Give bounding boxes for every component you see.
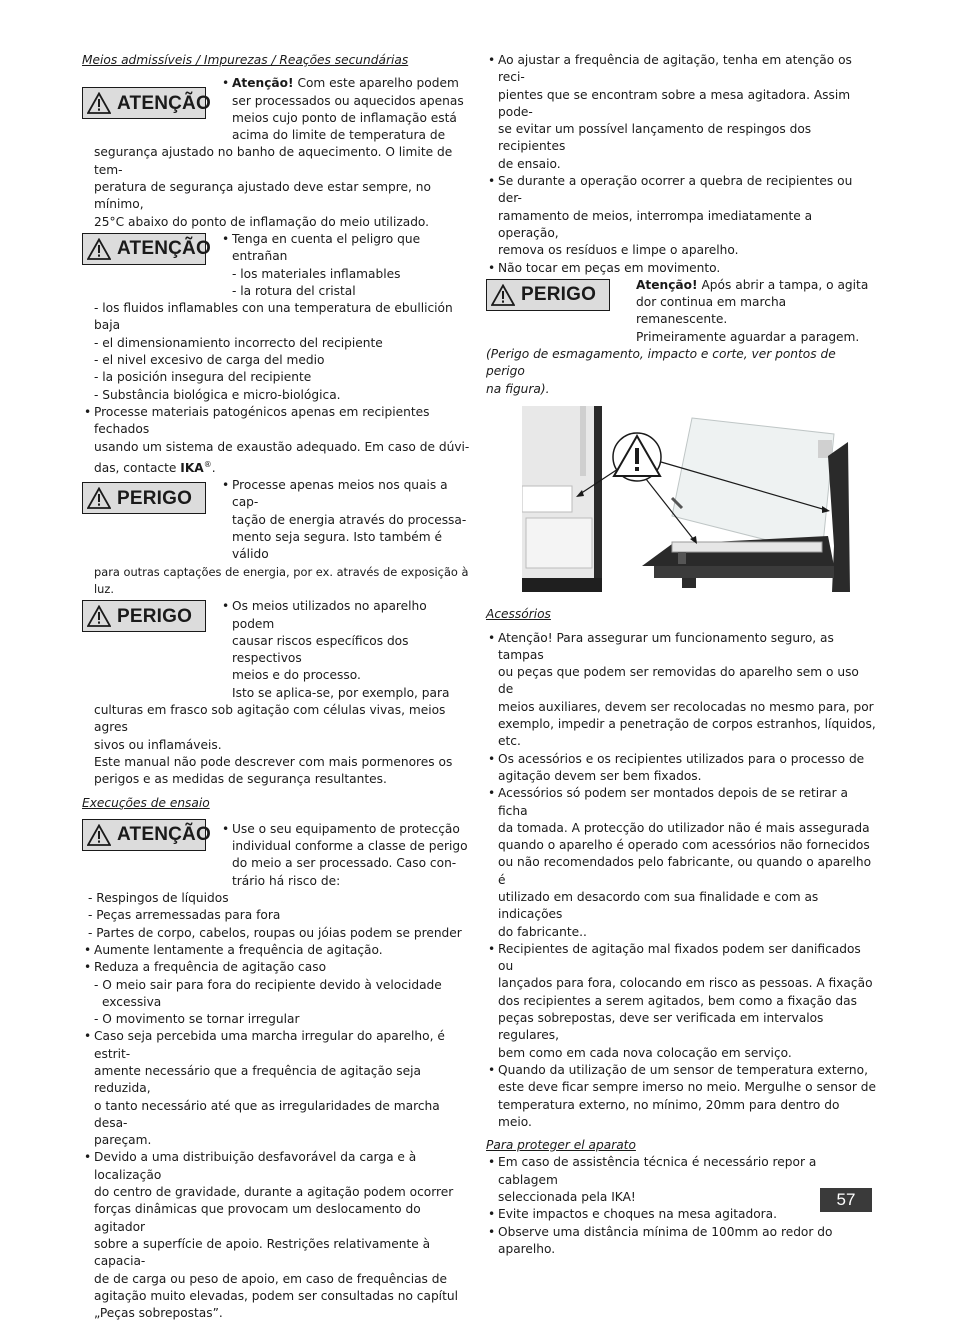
- danger-right-line-1: dor continua em marcha remanescente.: [636, 295, 787, 327]
- section-heading-ensaio: Execuções de ensaio: [82, 795, 210, 810]
- list-item-line: este deve ficar sempre imerso no meio. Mergulhe o sensor de: [498, 1080, 876, 1095]
- figure-note-line: na figura).: [486, 381, 550, 396]
- list-item-line: amente necessário que a frequência de agitação seja reduzida,: [94, 1063, 421, 1096]
- danger-badge: [486, 279, 610, 311]
- warning-triangle-icon: [87, 238, 111, 260]
- section-heading-acessorios: Acessórios: [486, 607, 551, 622]
- danger2-line-3: Isto se aplica-se, por exemplo, para: [232, 685, 450, 700]
- danger1-line-0: • Processe apenas meios nos quais a cap-: [220, 477, 470, 512]
- list-item-line: de de carga ou peso de apoio, em caso de frequências de: [94, 1271, 448, 1286]
- danger1-line-2: mento seja segura. Isto também é válido: [232, 530, 442, 562]
- danger-block-right: [486, 277, 876, 346]
- danger2-line-0: • Os meios utilizados no aparelho podem: [220, 598, 470, 633]
- list-item: • Caso seja percebida uma marcha irregular do aparelho, é estrit-: [82, 1028, 470, 1063]
- hazard-figure: [522, 406, 850, 592]
- list-item-line: de ensaio.: [498, 156, 561, 171]
- list-item-line: sobre a superfície de apoio. Restrições relativamente à capacia-: [94, 1236, 431, 1269]
- list-item-line: pareçam.: [94, 1133, 152, 1148]
- danger2-line-2: meios e do processo.: [232, 668, 361, 683]
- list-item-line: utilizado em desacordo com sua finalidade e com as indicações: [498, 889, 819, 922]
- list-item-line: do fabricante..: [498, 924, 587, 939]
- list-item-line: etc.: [498, 734, 521, 749]
- right-column: [486, 52, 876, 1258]
- sub-item-line: excessiva: [102, 994, 162, 1009]
- badge-label: ATENÇÃO: [117, 824, 211, 846]
- warn2-line-1: - los materiales inflamables: [232, 266, 401, 281]
- warn1-line-2: meios cujo ponto de inflamação está: [232, 110, 457, 125]
- danger-right-line-0: Atenção! Após abrir a tampa, o agita: [636, 277, 869, 292]
- sub-item: - O movimento se tornar irregular: [94, 1012, 300, 1027]
- list-item: • Observe uma distância mínima de 100mm ao redor do: [486, 1224, 876, 1241]
- list-item-line: quando o aparelho é operado com acessórios não fornecidos: [498, 838, 870, 853]
- ika-brand: IKA: [180, 460, 204, 475]
- list-item-line: lançados para fora, colocando em risco as pessoas. A fixação: [498, 976, 873, 991]
- warning-block-1: [82, 75, 470, 231]
- attention-badge: [82, 819, 211, 851]
- list-item-line: o tanto necessário até que as irregularidades de marcha desa-: [94, 1098, 440, 1130]
- list-item-line: peças sobrepostas, deve ser verificada em intervalos regulares,: [498, 1011, 824, 1043]
- warn3-line-0: • Use o seu equipamento de protecção: [220, 821, 470, 838]
- warn1-cont-1: peratura de segurança ajustado deve estar sempre, no mínimo,: [94, 180, 431, 212]
- danger-right-line-2: Primeiramente aguardar a paragem.: [636, 329, 860, 344]
- left-column: [82, 52, 470, 1322]
- page-number: 57: [820, 1188, 872, 1212]
- list-item-line: ou peças que podem ser removidas do aparelho sem o uso de: [498, 665, 859, 697]
- warn1-line-1: ser processados ou aquecidos apenas: [232, 93, 464, 108]
- sub-item: - O meio sair para fora do recipiente devido à velocidade: [94, 977, 442, 992]
- list-item-line: temperatura externo, no mínimo, 20mm para dentro do meio.: [498, 1097, 840, 1129]
- list-item-line: pientes que se encontram sobre a mesa agitadora. Assim pode-: [498, 87, 851, 119]
- warn3-cont-1: - Peças arremessadas para fora: [88, 908, 281, 923]
- warn2-cont-1: - el dimensionamiento incorrecto del recipiente: [94, 335, 383, 350]
- list-item: • Devido a uma distribuição desfavorável da carga e à localização: [82, 1149, 470, 1184]
- list-item: • Se durante a operação ocorrer a quebra de recipientes ou der-: [486, 173, 876, 208]
- warn1-line-3: acima do limite de temperatura de: [232, 128, 446, 143]
- warn2-cont-0: - los fluidos inflamables con una temperatura de ebullición baja: [94, 301, 453, 333]
- bullet-patogenicos-line: usando um sistema de exaustão adequado. Em caso de dúvi-: [94, 439, 470, 454]
- warning-triangle-icon: [87, 487, 111, 509]
- list-item-line: „Peças sobrepostas”.: [94, 1306, 223, 1321]
- danger1-line-1: tação de energia através do processa-: [232, 512, 467, 527]
- danger-block-2: [82, 598, 470, 788]
- warn2-line-0: • Tenga en cuenta el peligro que entrañan: [220, 231, 470, 266]
- bullet-patogenicos-line: das, contacte IKA®.: [94, 459, 216, 475]
- danger2-cont-1: sivos ou inflamáveis.: [94, 737, 222, 752]
- list-item-line: ou não recomendados pelo fabricante, ou quando o aparelho é: [498, 855, 872, 887]
- warning-triangle-icon: [87, 605, 111, 627]
- danger-badge: [82, 600, 206, 632]
- danger2-cont-3: perigos e as medidas de segurança resultantes.: [94, 772, 387, 787]
- danger-right-bold: Atenção!: [636, 277, 698, 292]
- warning-triangle-icon: [87, 824, 111, 846]
- warn3-line-1: individual conforme a classe de perigo: [232, 839, 468, 854]
- section-heading-proteger: Para proteger el aparato: [486, 1138, 636, 1153]
- list-item-line: seleccionada pela IKA!: [498, 1190, 636, 1205]
- warn3-cont-0: - Respingos de líquidos: [88, 891, 229, 906]
- badge-label: ATENÇÃO: [117, 92, 211, 114]
- list-item-line: exemplo, impedir a penetração de corpos estranhos, líquidos,: [498, 717, 876, 732]
- warning-triangle-icon: [87, 92, 111, 114]
- warn3-cont-2: - Partes de corpo, cabelos, roupas ou jóias podem se prender: [88, 925, 462, 940]
- list-item: • Não tocar em peças em movimento.: [486, 260, 876, 277]
- list-item: • Quando da utilização de um sensor de temperatura externo,: [486, 1062, 876, 1079]
- list-item-line: ramamento de meios, interrompa imediatamente a operação,: [498, 208, 813, 240]
- danger2-line-1: causar riscos específicos dos respectivos: [232, 633, 409, 666]
- list-item: • Ao ajustar a frequência de agitação, tenha em atenção os reci-: [486, 52, 876, 87]
- badge-label: ATENÇÃO: [117, 238, 211, 260]
- list-item: • Atenção! Para assegurar um funcionamento seguro, as tampas: [486, 630, 876, 665]
- list-item-line: forças dinâmicas que provocam um deslocamento do agitador: [94, 1202, 421, 1234]
- warn1-cont-0: segurança ajustado no banho de aquecimento. O limite de tem-: [94, 145, 453, 177]
- danger-badge: [82, 482, 206, 514]
- badge-label: PERIGO: [117, 605, 193, 627]
- list-item-line: remova os resíduos e limpe o aparelho.: [498, 243, 739, 258]
- list-item-line: se evitar um possível lançamento de respingos dos recipientes: [498, 122, 812, 154]
- list-item-line: aparelho.: [498, 1241, 556, 1256]
- warning-triangle-icon: [491, 284, 515, 306]
- badge-label: PERIGO: [521, 284, 597, 306]
- warn1-line-0: • Atenção! Com este aparelho podem: [220, 75, 470, 92]
- figure-note: (Perigo de esmagamento, impacto e corte, ver pontos de perigo: [486, 347, 836, 379]
- list-item: • Recipientes de agitação mal fixados podem ser danificados ou: [486, 941, 876, 976]
- list-item-line: agitação devem ser bem fixados.: [498, 768, 702, 783]
- warn2-cont-4: - Substância biológica e micro-biológica.: [94, 387, 341, 402]
- list-item: • Os acessórios e os recipientes utilizados para o processo de: [486, 751, 876, 768]
- list-item: • Acessórios só podem ser montados depois de se retirar a ficha: [486, 785, 876, 820]
- danger1-cont: para outras captações de energia, por ex. através de exposição à luz.: [94, 564, 469, 596]
- list-item: • Em caso de assistência técnica é necessário repor a cablagem: [486, 1154, 876, 1189]
- danger2-cont-2: Este manual não pode descrever com mais pormenores os: [94, 754, 453, 769]
- list-item-line: bem como em cada nova colocação em serviço.: [498, 1045, 792, 1060]
- attention-badge: [82, 87, 211, 119]
- list-item-line: do centro de gravidade, durante a agitação podem ocorrer: [94, 1185, 454, 1200]
- list-item-line: da tomada. A protecção do utilizador não é mais assegurada: [498, 820, 870, 835]
- danger-block-1: [82, 477, 470, 598]
- bullet-patogenicos: • Processe materiais patogénicos apenas em recipientes fechados: [82, 404, 470, 439]
- warn3-line-3: trário há risco de:: [232, 873, 341, 888]
- warn2-line-2: - la rotura del cristal: [232, 283, 356, 298]
- warn2-cont-3: - la posición insegura del recipiente: [94, 370, 312, 385]
- list-item: • Aumente lentamente a frequência de agitação.: [82, 942, 470, 959]
- list-item: • Evite impactos e choques na mesa agitadora.: [486, 1206, 876, 1223]
- list-item-line: agitação muito elevadas, podem ser consultadas no capítul: [94, 1288, 458, 1303]
- warn1-cont-2: 25°C abaixo do ponto de inflamação do meio utilizado.: [94, 214, 430, 229]
- list-item-line: meios auxiliares, devem ser recolocadas no mesmo para, por: [498, 699, 874, 714]
- section-heading-meios: Meios admissíveis / Impurezas / Reações secundárias: [82, 53, 409, 67]
- warn2-cont-2: - el nivel excesivo de carga del medio: [94, 353, 325, 368]
- warn3-line-2: do meio a ser processado. Caso con-: [232, 856, 457, 871]
- badge-label: PERIGO: [117, 487, 193, 509]
- warning-block-3: [82, 821, 470, 942]
- attention-badge: [82, 233, 211, 265]
- list-item-line: dos recipientes a serem agitados, bem como a fixação das: [498, 993, 857, 1008]
- danger2-cont-0: culturas em frasco sob agitação com células vivas, meios agres: [94, 703, 446, 735]
- list-item: • Reduza a frequência de agitação caso: [82, 959, 470, 976]
- warn1-bold: Atenção!: [232, 76, 294, 91]
- warning-block-2: [82, 231, 470, 404]
